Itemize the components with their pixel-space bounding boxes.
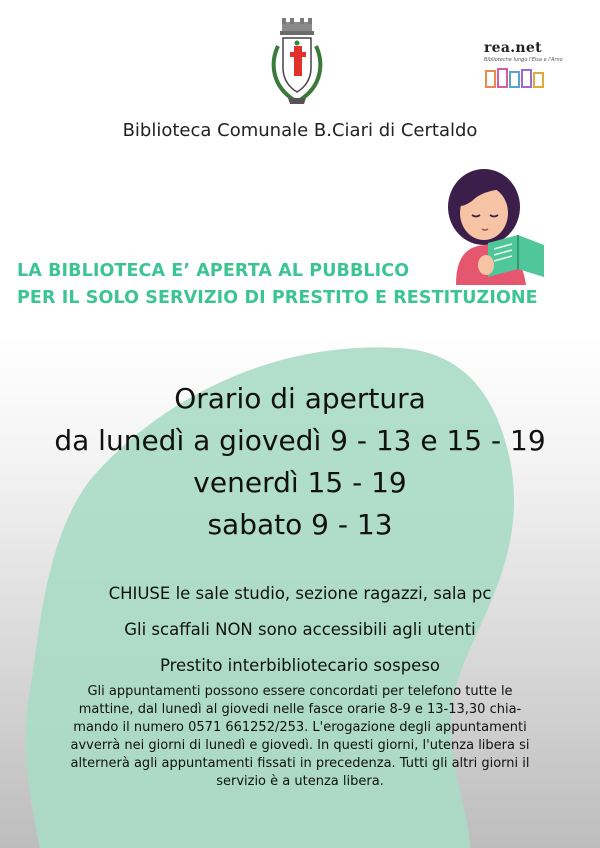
notice-shelves: Gli scaffali NON sono accessibili agli utenti	[124, 620, 476, 639]
notice-interlibrary-loan: Prestito interbibliotecario sospeso	[159, 656, 441, 675]
notices	[0, 576, 600, 684]
hours-friday: venerdì 15 - 19	[193, 466, 407, 499]
notice-closed-rooms: CHIUSE le sale studio, sezione ragazzi, sala pc	[108, 584, 492, 603]
appointment-info	[50, 683, 550, 791]
info-line: avverrà nei giorni di lunedì e giovedì. In questi giorni, l'utenza libera si	[70, 738, 530, 753]
logo-brand: rea.net	[484, 40, 542, 56]
info-line: alternerà agli appuntamenti fissati in precedenza. Tutti gli altri giorni il	[70, 756, 530, 771]
rea-net-logo	[484, 40, 574, 89]
library-name: Biblioteca Comunale B.Ciari di Certaldo	[122, 120, 478, 141]
books-icon	[484, 67, 554, 89]
info-line: mando il numero 0571 661252/253. L'erogazione degli appuntamenti	[73, 720, 527, 735]
headline-line-1: LA BIBLIOTECA E’ APERTA AL PUBBLICO	[17, 261, 410, 281]
headline	[17, 258, 597, 312]
opening-hours	[0, 378, 600, 546]
info-line: Gli appuntamenti possono essere concordati per telefono tutte le	[87, 684, 513, 699]
hours-weekdays: da lunedì a giovedì 9 - 13 e 15 - 19	[54, 424, 546, 457]
town-crest-icon	[266, 18, 328, 110]
info-line: servizio è a utenza libera.	[216, 774, 384, 789]
headline-line-2: PER IL SOLO SERVIZIO DI PRESTITO E RESTITUZIONE	[17, 288, 538, 308]
logo-tagline: Biblioteche lungo l'Elsa e l'Arno	[484, 57, 563, 63]
info-line: mattine, dal lunedì al giovedi nelle fasce orarie 8-9 e 13-13,30 chia-	[78, 702, 522, 717]
hours-title: Orario di apertura	[174, 382, 426, 415]
hours-saturday: sabato 9 - 13	[207, 508, 393, 541]
